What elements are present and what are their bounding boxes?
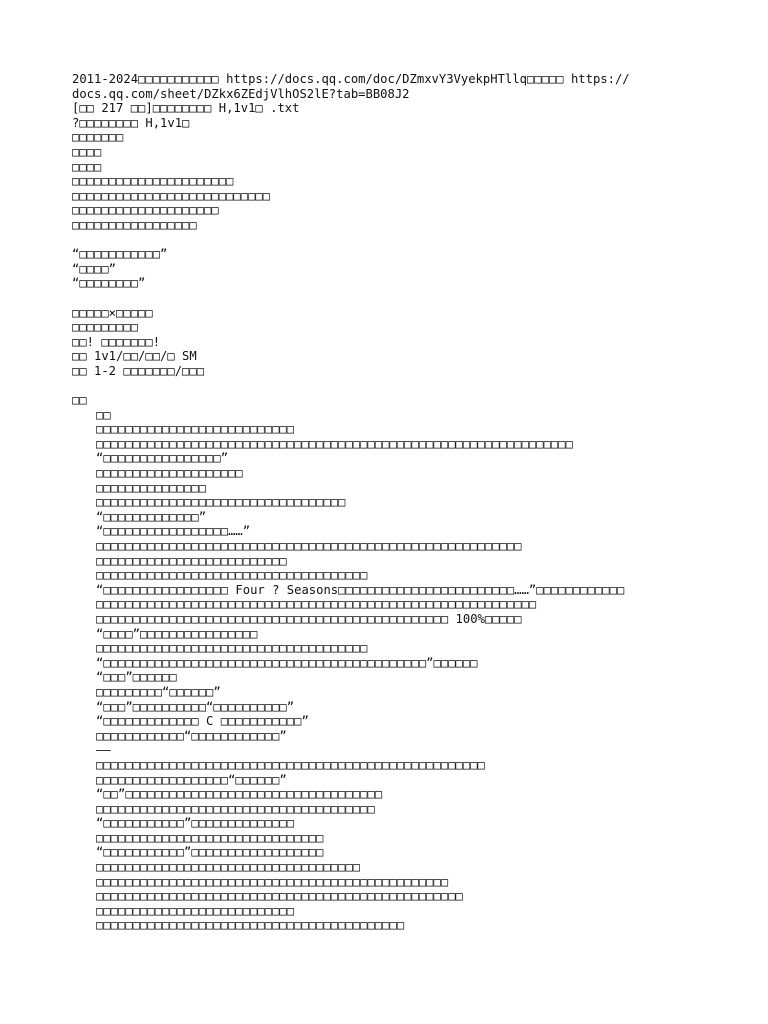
body-line: □□□□□□□□□□□□□□□□□□□□□□□□□□□□□□□□□□□□□□□□□□□□□□□□□□□□□□□□□□	[96, 539, 522, 553]
body-line: □□□□□□□□□□□□□□□□□□□□□□□□□□□□□□□□□□□□□□□□□□	[96, 918, 405, 933]
chapter-heading: □□	[72, 393, 87, 408]
meta-block	[72, 306, 712, 379]
body-line: □□□□□□□□□□□□□□□□□□□□□□□□□□□□□□□□□□□□□□□□□□□□□□□□□□□□□□□□□□□□	[96, 597, 537, 612]
spacer	[72, 378, 712, 393]
body-line: □□□□□□□□□□□□□□□□□□□□□□□□□□□□□□□□□□□□□□□□□□□□□□□□ 100%□□□□□	[96, 611, 522, 626]
body-line: ——	[96, 743, 111, 758]
intro-line: □□□□□□□□□□□□□□□□□□□□	[72, 203, 219, 218]
spacer	[72, 233, 712, 248]
body-line: □□□□□□□□□“□□□□□□”	[96, 684, 221, 699]
header-line-3: [□□ 217 □□]□□□□□□□□ H,1v1□ .txt	[72, 101, 300, 116]
body-line: □□□□□□□□□□□□□□□□□□“□□□□□□”	[96, 772, 287, 787]
body-line: □□□□□□□□□□□□□□□□□□□□□□□□□□□□□□□□□□□□	[96, 860, 361, 875]
quotes-block	[72, 247, 712, 291]
body-line: “□□□□□□□□□□□”□□□□□□□□□□□□□□	[96, 816, 295, 831]
document-page	[72, 72, 712, 933]
body-line: □□□□□□□□□□□□□□□□□□□□□□□□□□□□□□□□□□□□□□□□□□□□□□□□	[96, 874, 449, 889]
body-line: “□□□□□□□□□□□□□□□□”	[96, 451, 229, 466]
body-line: □□	[96, 407, 111, 422]
body-line: □□□□□□□□□□□□□□□□□□□□□□□□□□	[96, 553, 287, 568]
body-line: “□□□”□□□□□□□□□□“□□□□□□□□□□”	[96, 699, 295, 714]
body-line: □□□□□□□□□□□□□□□□□□□□□□□□□□□□□□□□□□□□□□□□□□□□□□□□□□□□□□□□□□□□□□□□□	[96, 436, 573, 451]
body-line: □□□□□□□□□□□□□□□□□□□□□□□□□□□□□□□□□□□□□□□□□□□□□□□□□□	[96, 889, 463, 904]
body-line: □□□□□□□□□□□□□□□□□□□□□□□□□□□□□□□□□□□□□□□□□□□□□□□□□□□□□	[96, 757, 485, 772]
intro-line: □□□□□□□	[72, 130, 124, 145]
quote-line: “□□□□□□□□”	[72, 276, 146, 291]
body-line: □□□□□□□□□□□□□□□□□□□□	[96, 466, 243, 481]
header-line-1: 2011-2024□□□□□□□□□□□ https://docs.qq.com/doc/DZmxvY3VyekpHTllq□□□□□ https://	[72, 72, 630, 86]
body-line: “□□□□□□□□□□□□□□□□□□□□□□□□□□□□□□□□□□□□□□□□□□□□”□□□□□□	[96, 655, 478, 670]
intro-line: □□□□□□□□□□□□□□□□□□□□□□	[72, 174, 234, 189]
quote-line: “□□□□”	[72, 261, 117, 276]
body-line: □□□□□□□□□□□□□□□□□□□□□□□□□□□□□□□	[96, 830, 324, 845]
body-line: “□□□□□□□□□□□□□ C □□□□□□□□□□□”	[96, 714, 309, 729]
body-line: □□□□□□□□□□□□□□□□□□□□□□□□□□□□□□□□□□	[96, 495, 346, 510]
body-line: “□□□□□□□□□□□□□□□□□ Four ? Seasons□□□□□□□□□□□□□□□□□□□□□□□□……”□□□□□□□□□□□□	[96, 582, 625, 597]
body-line: “□□”□□□□□□□□□□□□□□□□□□□□□□□□□□□□□□□□□□□	[96, 787, 383, 802]
body-line: “□□□”□□□□□□	[96, 670, 177, 685]
header-line-2: docs.qq.com/sheet/DZkx6ZEdjVlhOS2lE?tab=BB08J2	[72, 86, 410, 101]
header-line-4: ?□□□□□□□□ H,1v1□	[72, 115, 190, 130]
body-line: “□□□□□□□□□□□□□□□□□……”	[96, 524, 251, 539]
intro-block	[72, 130, 712, 232]
meta-line: □□□□□×□□□□□	[72, 305, 153, 320]
body-line: “□□□□”□□□□□□□□□□□□□□□□	[96, 626, 258, 641]
meta-line: □□ 1-2 □□□□□□□/□□□	[72, 363, 205, 378]
body-line: “□□□□□□□□□□□□□”	[96, 509, 207, 524]
body-block	[72, 408, 712, 933]
body-line: □□□□□□□□□□□□“□□□□□□□□□□□□”	[96, 728, 287, 743]
quote-line: “□□□□□□□□□□□”	[72, 247, 168, 262]
body-line: □□□□□□□□□□□□□□□	[96, 480, 207, 495]
intro-line: □□□□	[72, 159, 102, 174]
meta-line: □□! □□□□□□□!	[72, 334, 161, 349]
spacer	[72, 291, 712, 306]
meta-line: □□ 1v1/□□/□□/□ SM	[72, 349, 197, 364]
meta-line: □□□□□□□□□	[72, 320, 139, 335]
body-line: □□□□□□□□□□□□□□□□□□□□□□□□□□□□□□□□□□□□□□	[96, 801, 375, 816]
intro-line: □□□□	[72, 144, 102, 159]
intro-line: □□□□□□□□□□□□□□□□□	[72, 217, 197, 232]
body-line: □□□□□□□□□□□□□□□□□□□□□□□□□□□□□□□□□□□□□	[96, 641, 368, 656]
body-line: “□□□□□□□□□□□”□□□□□□□□□□□□□□□□□□	[96, 845, 324, 860]
body-line: □□□□□□□□□□□□□□□□□□□□□□□□□□□□□□□□□□□□□	[96, 568, 368, 583]
intro-line: □□□□□□□□□□□□□□□□□□□□□□□□□□□	[72, 188, 271, 203]
body-line: □□□□□□□□□□□□□□□□□□□□□□□□□□□	[96, 903, 295, 918]
body-line: □□□□□□□□□□□□□□□□□□□□□□□□□□□	[96, 422, 295, 437]
